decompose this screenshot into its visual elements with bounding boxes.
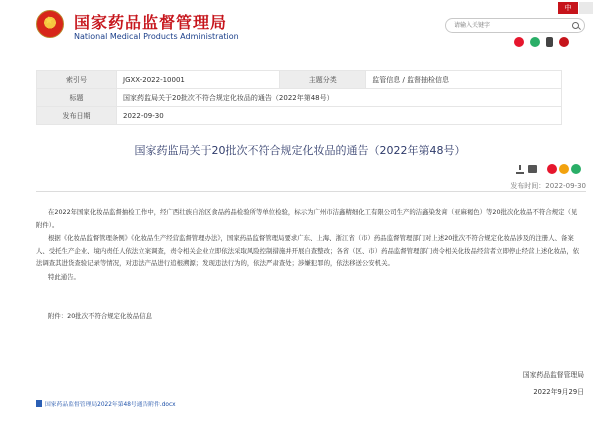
signature: 国家药品监督管理局 xyxy=(522,371,584,379)
share-star-icon[interactable] xyxy=(559,164,569,174)
title-label: 标题 xyxy=(37,89,117,107)
phone-icon[interactable] xyxy=(546,37,553,47)
print-icon[interactable] xyxy=(528,165,537,173)
divider xyxy=(36,191,586,192)
article-title: 国家药监局关于20批次不符合规定化妆品的通告（2022年第48号） xyxy=(134,144,466,157)
metadata-table xyxy=(36,70,562,125)
site-header xyxy=(0,0,600,56)
share-icon[interactable] xyxy=(547,164,581,174)
wechat-icon[interactable] xyxy=(530,37,540,47)
article-tools xyxy=(516,164,581,174)
search-box[interactable] xyxy=(445,18,585,33)
table-row xyxy=(37,89,562,107)
publish-date: 发布时间：2022-09-30 xyxy=(510,182,586,190)
download-icon[interactable] xyxy=(516,165,524,174)
signature-date: 2022年9月29日 xyxy=(533,388,584,396)
weibo-icon[interactable] xyxy=(514,37,524,47)
app-icon[interactable] xyxy=(559,37,569,47)
share-weibo-icon[interactable] xyxy=(547,164,557,174)
search-icon[interactable] xyxy=(572,22,579,29)
paragraph: 根据《化妆品监督管理条例》《化妆品生产经营监督管理办法》，国家药品监督管理局要求广东、上海、浙江省（市）药品监督管理部门对上述20批次不符合规定化妆品涉及的注册人、备案人、受托生产企业、境内责任人依法立案调查，责令相关企业立即依法采取风险控制措施并开展自查整改；各省（区、市）药品监督管理部门责令相关化妆品经营者立即停止经营上述化妆品，依法调查其进货查验记录等情况，对违法产品进行追根溯源；发现违法行为的，依法严肃查处；涉嫌犯罪的，依法移送公安机关。 xyxy=(36,234,580,267)
doc-icon xyxy=(36,400,42,407)
index-value: JGXX-2022-10001 xyxy=(117,71,280,89)
lang-tab-cn[interactable]: 中 xyxy=(558,2,578,14)
category-label: 主题分类 xyxy=(280,71,366,89)
lang-tab-other[interactable] xyxy=(579,2,593,14)
social-links xyxy=(514,37,569,47)
attachment-filename[interactable]: 国家药品监督管理局2022年第48号通告附件.docx xyxy=(45,402,176,408)
date-label: 发布日期 xyxy=(37,107,117,125)
title-value: 国家药监局关于20批次不符合规定化妆品的通告（2022年第48号） xyxy=(117,89,562,107)
table-row xyxy=(37,107,562,125)
national-emblem-icon[interactable]: ★ xyxy=(36,10,64,38)
article-body xyxy=(36,206,580,284)
share-wechat-icon[interactable] xyxy=(571,164,581,174)
search-input[interactable] xyxy=(454,20,564,31)
date-value: 2022-09-30 xyxy=(117,107,562,125)
attachment-note: 附件：20批次不符合规定化妆品信息 xyxy=(48,312,152,320)
table-row xyxy=(37,71,562,89)
paragraph: 特此通告。 xyxy=(48,272,80,281)
attachment-link[interactable] xyxy=(36,399,176,408)
site-title[interactable]: 国家药品监督管理局 xyxy=(74,13,228,32)
paragraph: 在2022年国家化妆品监督抽检工作中，经广西壮族自治区食品药品检验所等单位检验，标示为广州市洁鑫精细化工有限公司生产的洁鑫染发膏（亚麻褐色）等20批次化妆品不符合规定（见附件）。 xyxy=(36,208,578,229)
category-value: 监管信息 / 监督抽检信息 xyxy=(366,71,562,89)
index-label: 索引号 xyxy=(37,71,117,89)
site-title-en: National Medical Products Administration xyxy=(74,32,239,41)
